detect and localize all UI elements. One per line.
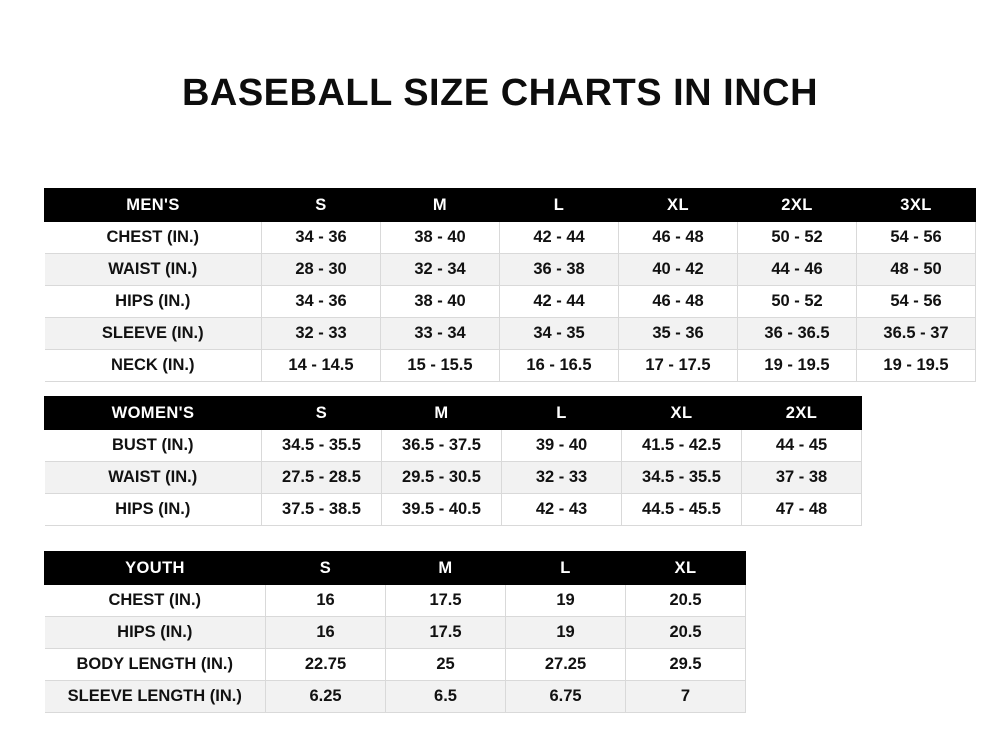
measurement-cell: 34 - 36 [262, 222, 381, 254]
measurement-cell: 32 - 34 [381, 254, 500, 286]
womens-size-table [44, 396, 862, 526]
table-row [45, 286, 976, 318]
measurement-cell: 36 - 36.5 [738, 318, 857, 350]
measurement-cell: 54 - 56 [857, 286, 976, 318]
column-header: L [506, 552, 626, 585]
measurement-cell: 34.5 - 35.5 [262, 430, 382, 462]
table-row [45, 681, 746, 713]
table-row [45, 462, 862, 494]
measurement-cell: 44.5 - 45.5 [622, 494, 742, 526]
row-label: SLEEVE LENGTH (IN.) [45, 681, 266, 713]
measurement-cell: 19 [506, 585, 626, 617]
page-title: BASEBALL SIZE CHARTS IN INCH [181, 72, 819, 114]
measurement-cell: 16 [266, 617, 386, 649]
row-label: BUST (IN.) [45, 430, 262, 462]
table-row [45, 585, 746, 617]
row-label: CHEST (IN.) [45, 222, 262, 254]
column-header: 2XL [738, 189, 857, 222]
table-row [45, 649, 746, 681]
mens-header-row [45, 189, 976, 222]
column-header: S [266, 552, 386, 585]
measurement-cell: 42 - 44 [500, 286, 619, 318]
measurement-cell: 6.75 [506, 681, 626, 713]
measurement-cell: 6.25 [266, 681, 386, 713]
column-header: S [262, 397, 382, 430]
measurement-cell: 17.5 [386, 617, 506, 649]
column-header: XL [626, 552, 746, 585]
table-row [45, 430, 862, 462]
measurement-cell: 37 - 38 [742, 462, 862, 494]
measurement-cell: 47 - 48 [742, 494, 862, 526]
measurement-cell: 40 - 42 [619, 254, 738, 286]
measurement-cell: 36.5 - 37.5 [382, 430, 502, 462]
measurement-cell: 29.5 [626, 649, 746, 681]
column-header: S [262, 189, 381, 222]
measurement-cell: 39 - 40 [502, 430, 622, 462]
measurement-cell: 7 [626, 681, 746, 713]
measurement-cell: 19 - 19.5 [857, 350, 976, 382]
youth-size-table [44, 551, 746, 713]
table-row [45, 617, 746, 649]
measurement-cell: 20.5 [626, 617, 746, 649]
womens-header-label: WOMEN'S [45, 397, 262, 430]
table-row [45, 350, 976, 382]
measurement-cell: 32 - 33 [262, 318, 381, 350]
column-header: 3XL [857, 189, 976, 222]
measurement-cell: 17.5 [386, 585, 506, 617]
measurement-cell: 41.5 - 42.5 [622, 430, 742, 462]
row-label: SLEEVE (IN.) [45, 318, 262, 350]
column-header: L [502, 397, 622, 430]
measurement-cell: 19 [506, 617, 626, 649]
measurement-cell: 39.5 - 40.5 [382, 494, 502, 526]
measurement-cell: 42 - 44 [500, 222, 619, 254]
measurement-cell: 50 - 52 [738, 286, 857, 318]
measurement-cell: 46 - 48 [619, 222, 738, 254]
column-header: L [500, 189, 619, 222]
measurement-cell: 28 - 30 [262, 254, 381, 286]
column-header: XL [619, 189, 738, 222]
measurement-cell: 32 - 33 [502, 462, 622, 494]
youth-header-row [45, 552, 746, 585]
youth-header-label: YOUTH [45, 552, 266, 585]
row-label: HIPS (IN.) [45, 286, 262, 318]
measurement-cell: 50 - 52 [738, 222, 857, 254]
column-header: XL [622, 397, 742, 430]
row-label: NECK (IN.) [45, 350, 262, 382]
measurement-cell: 34.5 - 35.5 [622, 462, 742, 494]
column-header: M [381, 189, 500, 222]
measurement-cell: 38 - 40 [381, 286, 500, 318]
measurement-cell: 20.5 [626, 585, 746, 617]
mens-header-label: MEN'S [45, 189, 262, 222]
table-row [45, 494, 862, 526]
measurement-cell: 54 - 56 [857, 222, 976, 254]
measurement-cell: 14 - 14.5 [262, 350, 381, 382]
table-row [45, 222, 976, 254]
measurement-cell: 25 [386, 649, 506, 681]
measurement-cell: 16 [266, 585, 386, 617]
measurement-cell: 44 - 45 [742, 430, 862, 462]
row-label: HIPS (IN.) [45, 617, 266, 649]
measurement-cell: 6.5 [386, 681, 506, 713]
measurement-cell: 29.5 - 30.5 [382, 462, 502, 494]
measurement-cell: 35 - 36 [619, 318, 738, 350]
measurement-cell: 37.5 - 38.5 [262, 494, 382, 526]
column-header: 2XL [742, 397, 862, 430]
measurement-cell: 48 - 50 [857, 254, 976, 286]
table-row [45, 254, 976, 286]
measurement-cell: 17 - 17.5 [619, 350, 738, 382]
measurement-cell: 46 - 48 [619, 286, 738, 318]
measurement-cell: 36.5 - 37 [857, 318, 976, 350]
measurement-cell: 15 - 15.5 [381, 350, 500, 382]
measurement-cell: 22.75 [266, 649, 386, 681]
measurement-cell: 19 - 19.5 [738, 350, 857, 382]
row-label: HIPS (IN.) [45, 494, 262, 526]
measurement-cell: 27.25 [506, 649, 626, 681]
measurement-cell: 16 - 16.5 [500, 350, 619, 382]
measurement-cell: 27.5 - 28.5 [262, 462, 382, 494]
measurement-cell: 38 - 40 [381, 222, 500, 254]
womens-header-row [45, 397, 862, 430]
measurement-cell: 34 - 35 [500, 318, 619, 350]
measurement-cell: 44 - 46 [738, 254, 857, 286]
column-header: M [382, 397, 502, 430]
mens-size-table [44, 188, 976, 382]
row-label: BODY LENGTH (IN.) [45, 649, 266, 681]
row-label: CHEST (IN.) [45, 585, 266, 617]
measurement-cell: 36 - 38 [500, 254, 619, 286]
column-header: M [386, 552, 506, 585]
measurement-cell: 33 - 34 [381, 318, 500, 350]
table-row [45, 318, 976, 350]
measurement-cell: 42 - 43 [502, 494, 622, 526]
measurement-cell: 34 - 36 [262, 286, 381, 318]
row-label: WAIST (IN.) [45, 462, 262, 494]
row-label: WAIST (IN.) [45, 254, 262, 286]
